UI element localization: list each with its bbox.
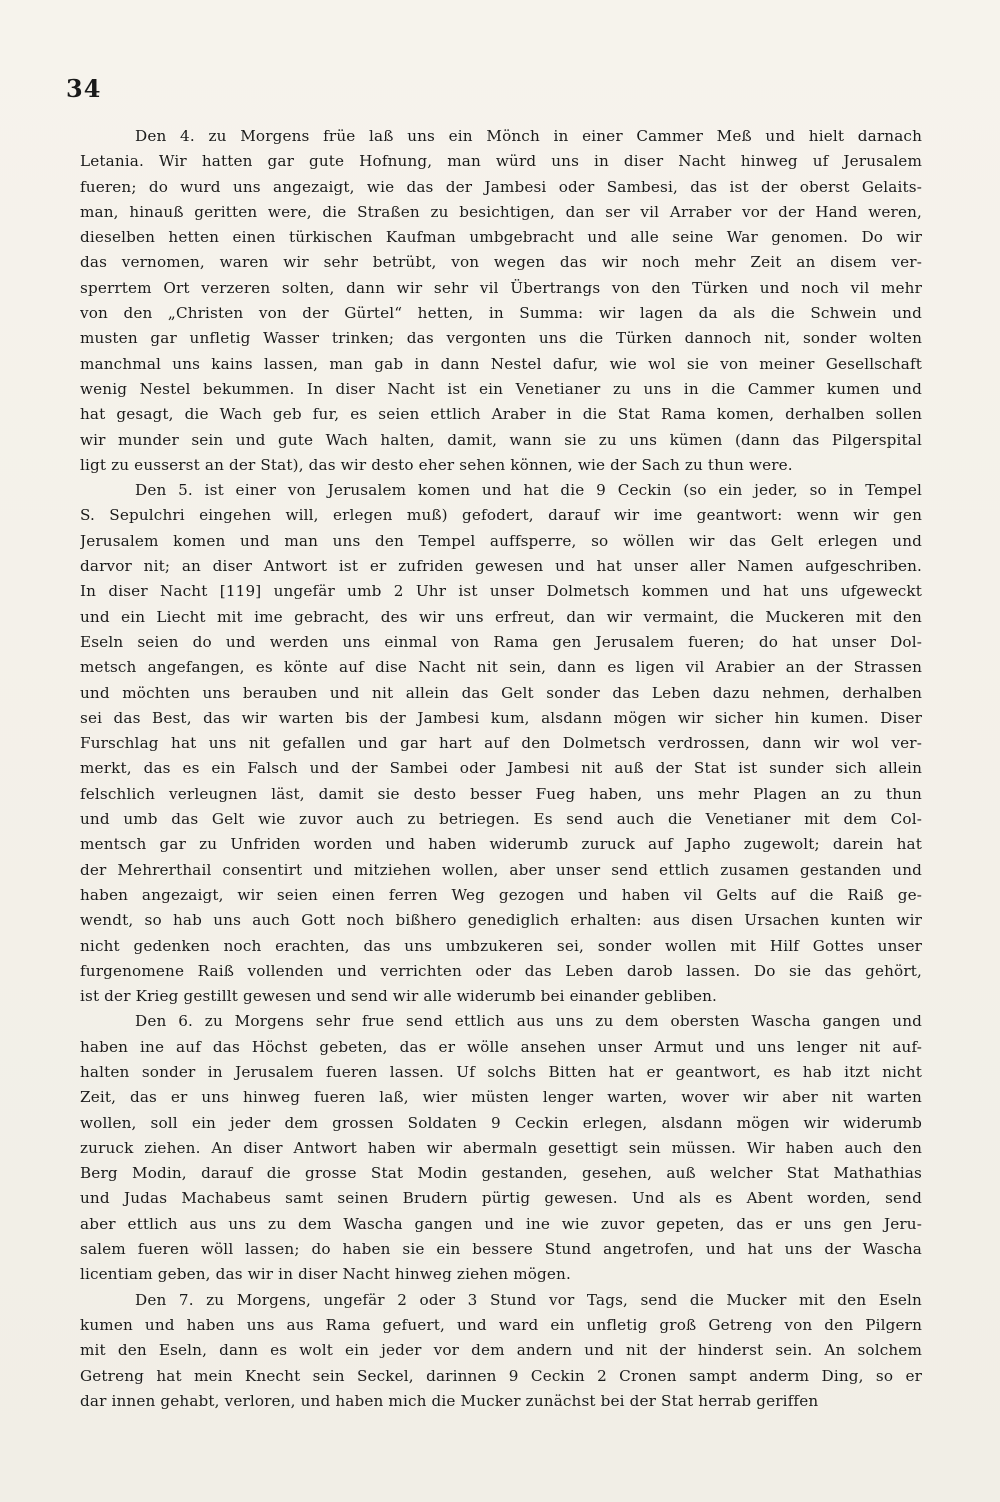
text-line: von den „Christen von der Gürtel“ hetten, in Summa: wir lagen da als die Schwein und [80, 304, 922, 323]
text-line: der Mehrerthail consentirt und mitziehen wollen, aber unser send ettlich zusamen gestanden und [80, 860, 922, 879]
text-line: manchmal uns kains lassen, man gab in dann Nestel dafur, wie wol sie von meiner Gesellschaft [80, 354, 922, 373]
text-line: kumen und haben uns aus Rama gefuert, und ward ein unfletig groß Getreng von den Pilgern [80, 1315, 922, 1334]
text-line: Berg Modin, darauf die grosse Stat Modin gestanden, gesehen, auß welcher Stat Mathathias [80, 1164, 922, 1183]
text-line: haben angezaigt, wir seien einen ferren Weg gezogen und haben vil Gelts auf die Raiß ge- [80, 885, 922, 904]
text-line: wollen, soll ein jeder dem grossen Soldaten 9 Ceckin erlegen, alsdann mögen wir widerumb [80, 1113, 922, 1132]
text-line: und möchten uns berauben und nit allein das Gelt sonder das Leben dazu nehmen, derhalben [80, 683, 922, 702]
text-line: aber ettlich aus uns zu dem Wascha gangen und ine wie zuvor gepeten, das er uns gen Jeru- [80, 1214, 922, 1233]
text-line: fueren; do wurd uns angezaigt, wie das der Jambesi oder Sambesi, das ist der oberst Gelaits- [80, 177, 922, 196]
text-line: S. Sepulchri eingehen will, erlegen muß) gefodert, darauf wir ime geantwort: wenn wir gen [80, 506, 922, 525]
text-line: felschlich verleugnen läst, damit sie desto besser Fueg haben, uns mehr Plagen an zu thun [80, 784, 922, 803]
text-line: Eseln seien do und werden uns einmal von Rama gen Jerusalem fueren; do hat unser Dol- [80, 632, 922, 651]
text-line: wenig Nestel bekummen. In diser Nacht ist ein Venetianer zu uns in die Cammer kumen und [80, 379, 922, 398]
paragraph [80, 124, 922, 478]
text-line: wir munder sein und gute Wach halten, damit, wann sie zu uns kümen (dann das Pilgerspital [80, 430, 922, 449]
page-number: 34 [66, 74, 102, 103]
text-line: sperrtem Ort verzeren solten, dann wir sehr vil Übertrangs von den Türken und noch vil mehr [80, 278, 922, 297]
text-line: dieselben hetten einen türkischen Kaufman umbgebracht und alle seine War genomen. Do wir [80, 228, 922, 247]
text-line: und umb das Gelt wie zuvor auch zu betriegen. Es send auch die Venetianer mit dem Col- [80, 810, 922, 829]
text-line: Jerusalem komen und man uns den Tempel auffsperre, so wöllen wir das Gelt erlegen und [80, 531, 922, 550]
text-line: musten gar unfletig Wasser trinken; das vergonten uns die Türken dannoch nit, sonder wolten [80, 329, 922, 348]
text-line: Den 4. zu Morgens früe laß uns ein Mönch in einer Cammer Meß und hielt darnach [135, 127, 922, 145]
paragraph [80, 1009, 922, 1287]
text-line: ligt zu eusserst an der Stat), das wir desto eher sehen können, wie der Sach zu thun were. [80, 455, 793, 474]
text-line: zuruck ziehen. An diser Antwort haben wir abermaln gesettigt sein müssen. Wir haben auch den [80, 1138, 922, 1157]
paragraph [80, 1288, 922, 1414]
text-line: Furschlag hat uns nit gefallen und gar hart auf den Dolmetsch verdrossen, dann wir wol ver- [80, 734, 922, 753]
text-line: Den 6. zu Morgens sehr frue send ettlich aus uns zu dem obersten Wascha gangen und [135, 1012, 922, 1031]
text-line: licentiam geben, das wir in diser Nacht hinweg ziehen mögen. [80, 1265, 571, 1284]
text-line: dar innen gehabt, verloren, und haben mich die Mucker zunächst bei der Stat herrab geriffen [80, 1391, 819, 1410]
text-line: darvor nit; an diser Antwort ist er zufriden gewesen und hat unser aller Namen aufgeschriben. [80, 557, 922, 576]
text-line: halten sonder in Jerusalem fueren lassen. Uf solchs Bitten hat er geantwort, es hab itzt nicht [80, 1062, 922, 1081]
text-line: Letania. Wir hatten gar gute Hofnung, man würd uns in diser Nacht hinweg uf Jerusalem [80, 152, 922, 171]
text-line: merkt, das es ein Falsch und der Sambei oder Jambesi nit auß der Stat ist sunder sich allein [80, 759, 922, 778]
text-line: mentsch gar zu Unfriden worden und haben widerumb zuruck auf Japho zugewolt; darein hat [80, 835, 922, 854]
text-line: metsch angefangen, es könte auf dise Nacht nit sein, dann es ligen vil Arabier an der Strassen [80, 658, 922, 677]
text-line: sei das Best, das wir warten bis der Jambesi kum, alsdann mögen wir sicher hin kumen. Diser [80, 708, 922, 727]
text-line: salem fueren wöll lassen; do haben sie ein bessere Stund angetrofen, und hat uns der Wascha [80, 1240, 922, 1259]
text-line: Getreng hat mein Knecht sein Seckel, darinnen 9 Ceckin 2 Cronen sampt anderm Ding, so er [80, 1366, 922, 1385]
text-line: und Judas Machabeus samt seinen Brudern pürtig gewesen. Und als es Abent worden, send [80, 1189, 922, 1208]
paragraph [80, 478, 922, 1009]
text-line: Den 5. ist einer von Jerusalem komen und hat die 9 Ceckin (so ein jeder, so in Tempel [135, 481, 922, 500]
text-line: ist der Krieg gestillt gewesen und send wir alle widerumb bei einander gebliben. [80, 987, 718, 1006]
text-line: man, hinauß geritten were, die Straßen zu besichtigen, dan ser vil Arraber vor der Hand weren, [80, 202, 922, 221]
text-line: furgenomene Raiß vollenden und verrichten oder das Leben darob lassen. Do sie das gehört, [80, 961, 922, 980]
text-line: In diser Nacht [119] ungefär umb 2 Uhr ist unser Dolmetsch kommen und hat uns ufgeweckt [80, 582, 922, 601]
text-line: das vernomen, waren wir sehr betrübt, von wegen das wir noch mehr Zeit an disem ver- [80, 253, 922, 272]
text-line: wendt, so hab uns auch Gott noch bißhero genediglich erhalten: aus disen Ursachen kunten wir [80, 911, 922, 930]
text-line: nicht gedenken noch erachten, das uns umbzukeren sei, sonder wollen mit Hilf Gottes unser [80, 936, 922, 955]
text-line: Zeit, das er uns hinweg fueren laß, wier müsten lenger warten, wover wir aber nit warten [80, 1088, 922, 1107]
text-line: mit den Eseln, dann es wolt ein jeder vor dem andern und nit der hinderst sein. An solchem [80, 1341, 922, 1360]
body-text [80, 124, 922, 1414]
text-line: Den 7. zu Morgens, ungefär 2 oder 3 Stund vor Tags, send die Mucker mit den Eseln [135, 1290, 922, 1309]
text-line: und ein Liecht mit ime gebracht, des wir uns erfreut, dan wir vermaint, die Muckeren mit den [80, 607, 922, 626]
text-line: haben ine auf das Höchst gebeten, das er wölle ansehen unser Armut und uns lenger nit auf- [80, 1037, 922, 1056]
text-line: hat gesagt, die Wach geb fur, es seien ettlich Araber in die Stat Rama komen, derhalben sollen [80, 405, 922, 424]
